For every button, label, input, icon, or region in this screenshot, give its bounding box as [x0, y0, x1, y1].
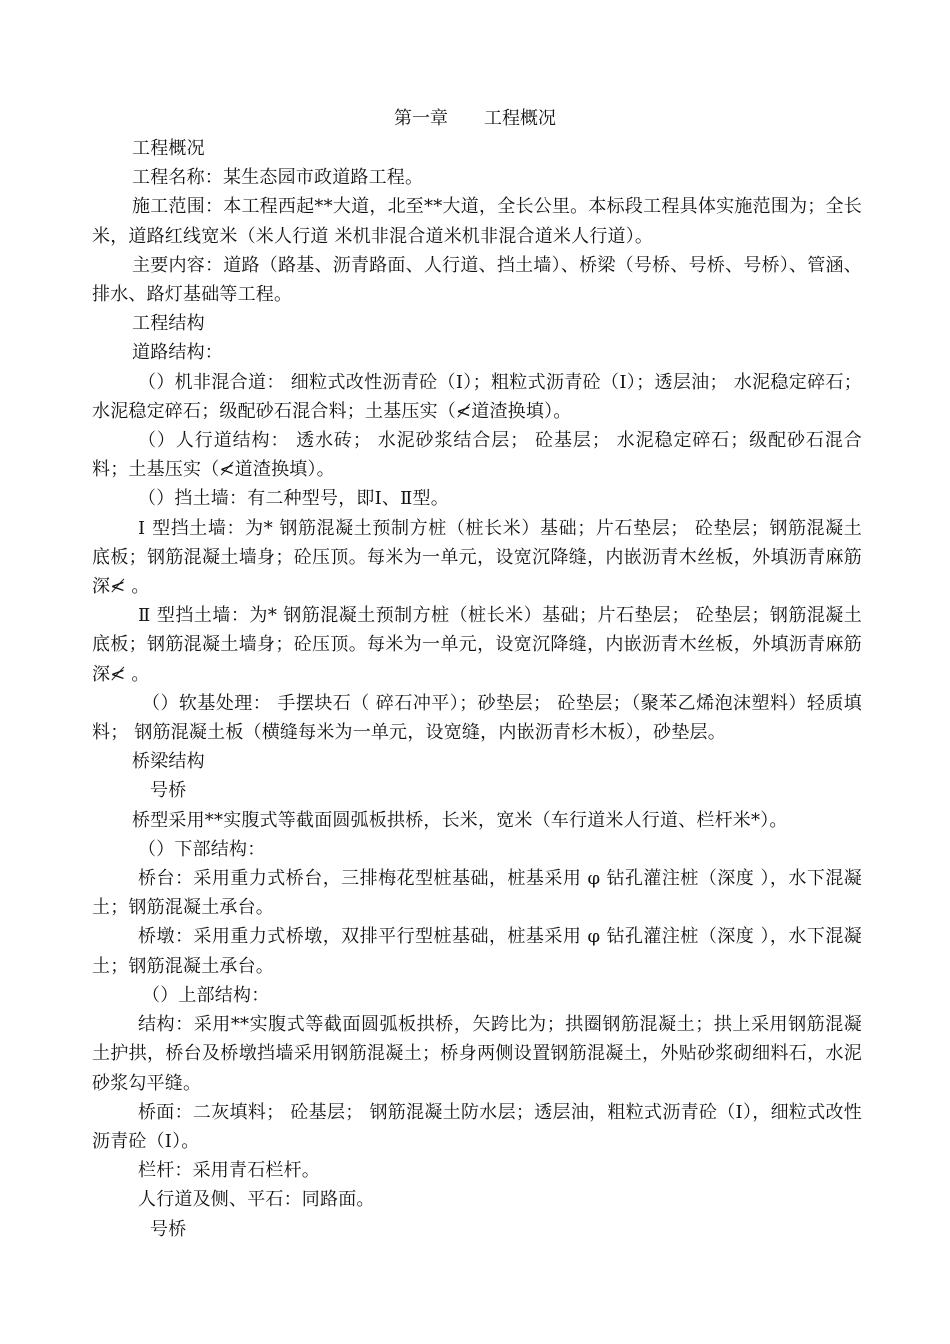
paragraph-structure-heading: 工程结构 [132, 313, 205, 335]
paragraph-bridge-type: 桥型采用**实腹式等截面圆弧板拱桥，长米，宽米（车行道米人行道、栏杆米*）。 [132, 809, 788, 831]
paragraph-abutment: 桥台：采用重力式桥台，三排梅花型桩基础，桩基采用 φ 钻孔灌注桩（深度 ），水下混凝土；钢筋混凝土承台。 [92, 868, 862, 919]
paragraph-deck: 桥面：二灰填料； 砼基层； 钢筋混凝土防水层；透层油，粗粒式沥青砼（Ⅰ），细粒式改性沥青砼（Ⅰ）。 [92, 1101, 862, 1152]
paragraph-overview-heading: 工程概况 [132, 138, 205, 159]
paragraph-wall-type-1: Ⅰ 型挡土墙：为* 钢筋混凝土预制方桩（桩长米）基础；片石垫层； 砼垫层；钢筋混凝土底板；钢筋混凝土墙身；砼压顶。每米为一单元，设宽沉降缝，内嵌沥青木丝板，外填沥青麻筋深≮ 。 [92, 517, 862, 598]
paragraph-construction-scope: 施工范围：本工程西起**大道，北至**大道，全长公里。本标段工程具体实施范围为；全长米，道路红线宽米（米人行道 米机非混合道米机非混合道米人行道）。 [92, 196, 862, 247]
paragraph-superstructure: （）上部结构： [142, 984, 270, 1006]
paragraph-main-content: 主要内容：道路（路基、沥青路面、人行道、挡土墙）、桥梁（号桥、号桥、号桥）、管涵、排水、路灯基础等工程。 [92, 254, 862, 306]
paragraph-next-bridge: 号桥 [150, 1218, 187, 1240]
paragraph-bridge-heading: 桥梁结构 [132, 751, 205, 773]
paragraph-road-structure: 道路结构： [132, 342, 223, 364]
paragraph-railing: 栏杆：采用青石栏杆。 [138, 1160, 320, 1182]
paragraph-project-name: 工程名称：某生态园市政道路工程。 [132, 167, 424, 189]
chapter-title: 第一章 工程概况 [394, 108, 556, 129]
document-body [92, 134, 862, 1244]
paragraph-soft-foundation: （）软基处理： 手摆块石（ 碎石冲平）；砂垫层； 砼垫层；（聚苯乙烯泡沫塑料）轻质填料； 钢筋混凝土板（横缝每米为一单元，设宽缝，内嵌沥青杉木板），砂垫层。 [92, 692, 862, 744]
paragraph-substructure: （）下部结构： [138, 838, 266, 860]
paragraph-wall-type-2: Ⅱ 型挡土墙：为* 钢筋混凝土预制方桩（桩长米）基础；片石垫层； 砼垫层；钢筋混凝土底板；钢筋混凝土墙身；砼压顶。每米为一单元，设宽沉降缝，内嵌沥青木丝板，外填沥青麻筋深≮ 。 [92, 605, 862, 685]
paragraph-mixed-lane: （）机非混合道： 细粒式改性沥青砼（Ⅰ）；粗粒式沥青砼（Ⅰ）；透层油； 水泥稳定碎石； 水泥稳定碎石；级配砂石混合料；土基压实（≮道渣换填）。 [92, 371, 862, 422]
paragraph-bridge-number: 号桥 [150, 780, 187, 802]
paragraph-sidewalk-curb: 人行道及侧、平石：同路面。 [138, 1189, 375, 1211]
paragraph-sidewalk: （）人行道结构： 透水砖； 水泥砂浆结合层； 砼基层； 水泥稳定碎石；级配砂石混合料；土基压实（≮道渣换填）。 [92, 430, 862, 481]
paragraph-retaining-wall: （）挡土墙：有二种型号，即Ⅰ、Ⅱ型。 [138, 488, 449, 510]
paragraph-pier: 桥墩：采用重力式桥墩，双排平行型桩基础，桩基采用 φ 钻孔灌注桩（深度 ），水下混凝土；钢筋混凝土承台。 [92, 926, 862, 977]
paragraph-arch-structure: 结构：采用**实腹式等截面圆弧板拱桥，矢跨比为；拱圈钢筋混凝土；拱上采用钢筋混凝土护拱，桥台及桥墩挡墙采用钢筋混凝土；桥身两侧设置钢筋混凝土，外贴砂浆砌细料石，水泥砂浆勾平缝。 [92, 1014, 862, 1094]
